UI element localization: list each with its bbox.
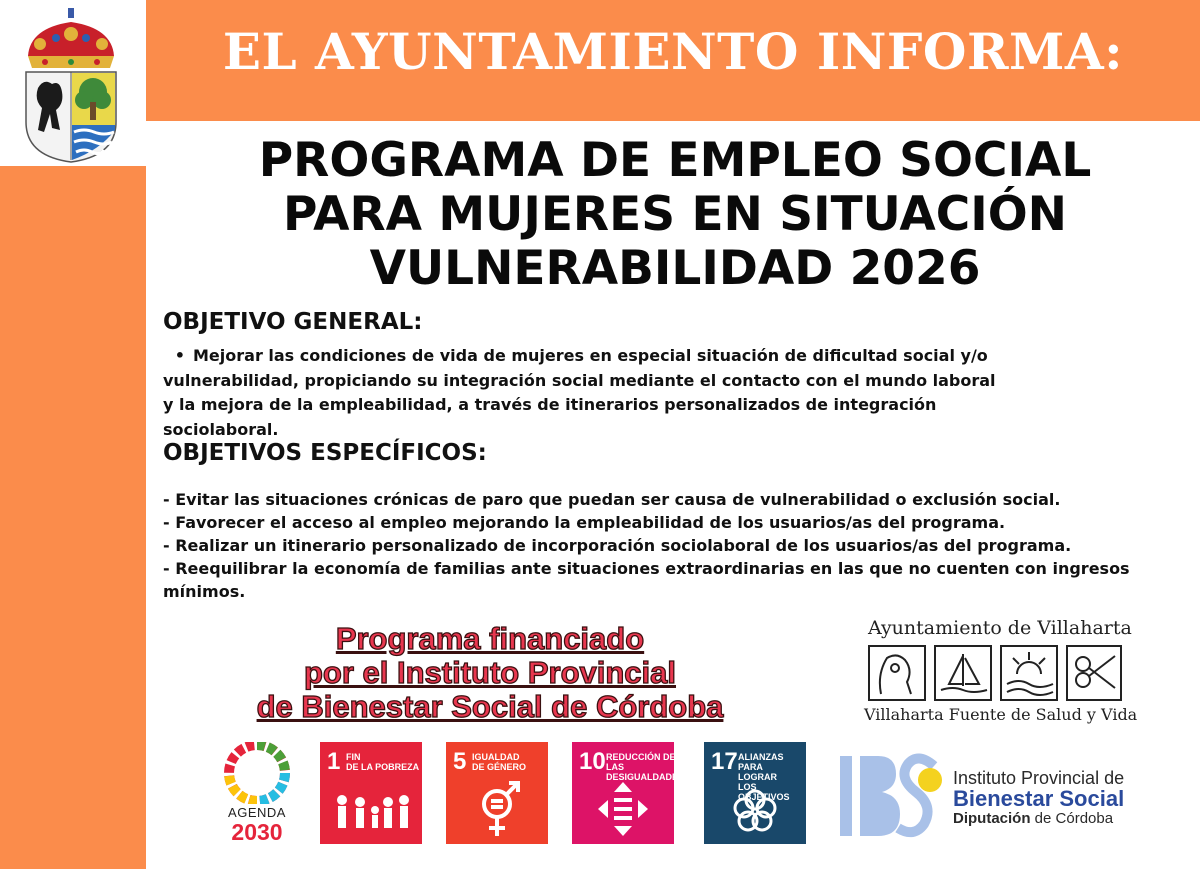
partnership-icon — [704, 742, 806, 844]
financed-line-1: Programa financiado — [335, 621, 645, 656]
sdg-text: IGUALDAD DE GÉNERO — [472, 752, 527, 772]
ipbs-line-2: Bienestar Social — [953, 786, 1125, 811]
sdg-text: REDUCCIÓN DE LAS DESIGUALDADES — [606, 752, 685, 782]
list-item: - Realizar un itinerario personalizado de incorporación sociolaboral de los usuarios/as del programa. — [163, 536, 1072, 555]
sdg-text: ALIANZAS PARA LOGRAR LOS OBJETIVOS — [738, 752, 790, 802]
bullet-icon: • — [174, 346, 185, 365]
list-item: - Reequilibrar la economía de familias ante situaciones extraordinarias en las que no cuenten con ingresos mínimos. — [163, 559, 1130, 601]
general-objective-heading: OBJETIVO GENERAL: — [163, 309, 423, 335]
ipbs-line-3: Diputación de Córdoba — [953, 810, 1114, 827]
specific-objectives-heading: OBJETIVOS ESPECÍFICOS: — [163, 440, 487, 466]
general-line-1: Mejorar las condiciones de vida de mujeres en especial situación de dificultad social y/o — [193, 346, 988, 365]
sdg-number: 1 — [327, 748, 341, 775]
gender-equality-icon — [446, 742, 548, 844]
main-title — [150, 134, 1200, 296]
main-title-line-2: PARA MUJERES EN SITUACIÓN — [282, 187, 1068, 242]
general-line-3: y la mejora de la empleabilidad, a través de itinerarios personalizados de integración — [163, 395, 937, 414]
header-title: EL AYUNTAMIENTO INFORMA: — [222, 22, 1124, 81]
financed-line-3: de Bienestar Social de Córdoba — [256, 689, 724, 724]
financed-by-text — [160, 622, 820, 724]
main-title-line-1: PROGRAMA DE EMPLEO SOCIAL — [258, 133, 1092, 188]
sdg-5-tile — [446, 742, 548, 844]
specific-objectives-list — [163, 488, 1198, 603]
reduced-inequality-icon — [572, 742, 674, 844]
agenda-2030-logo — [218, 742, 296, 846]
family-icon — [320, 742, 422, 844]
ipbs-logo-icon — [838, 752, 950, 838]
coat-of-arms — [0, 0, 146, 166]
villaharta-logo-icon — [867, 644, 1123, 702]
villaharta-tagline: Villaharta Fuente de Salud y Vida — [864, 705, 1138, 724]
general-objective-text — [163, 344, 1053, 442]
left-orange-band — [0, 166, 146, 869]
sdg-number: 10 — [579, 748, 606, 775]
ipbs-line-1: Instituto Provincial de — [953, 768, 1125, 788]
sdg-wheel-icon — [218, 742, 296, 804]
general-line-4: sociolaboral. — [163, 419, 279, 439]
coat-of-arms-icon — [0, 0, 146, 166]
list-item: - Evitar las situaciones crónicas de paro que puedan ser causa de vulnerabilidad o exclusión social. — [163, 490, 1061, 509]
financed-line-2: por el Instituto Provincial — [303, 655, 677, 690]
main-title-line-3: VULNERABILIDAD 2026 — [369, 241, 981, 296]
sdg-1-tile — [320, 742, 422, 844]
villaharta-title: Ayuntamiento de Villaharta — [868, 617, 1132, 639]
agenda-year: 2030 — [231, 819, 283, 845]
sdg-number: 5 — [453, 748, 467, 775]
sdg-number: 17 — [711, 748, 738, 775]
agenda-label: AGENDA — [228, 805, 286, 820]
general-line-2: vulnerabilidad, propiciando su integración social mediante el contacto con el mundo laboral — [163, 370, 996, 390]
sdg-10-tile — [572, 742, 685, 844]
list-item: - Favorecer el acceso al empleo mejorando la empleabilidad de los usuarios/as del programa. — [163, 513, 1006, 532]
sdg-text: FIN DE LA POBREZA — [346, 752, 420, 772]
sdg-17-tile — [704, 742, 806, 844]
